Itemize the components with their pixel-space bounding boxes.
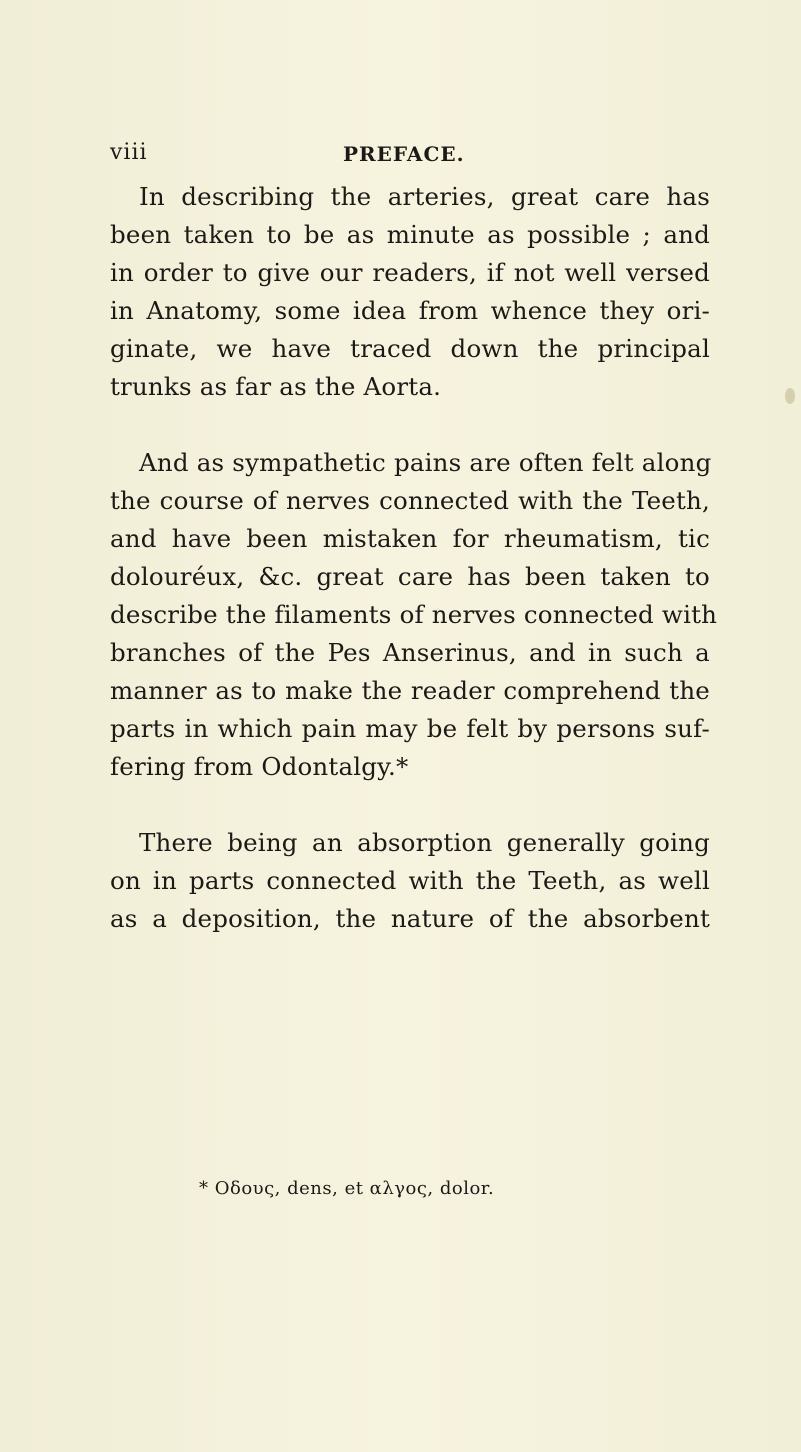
text-line: in Anatomy, some idea from whence they ori- xyxy=(110,296,710,325)
page-number: viii xyxy=(110,140,148,165)
footnote: * Οδους, dens, et αλγος, dolor. xyxy=(199,1178,495,1199)
ink-smudge xyxy=(785,388,795,404)
body-text xyxy=(110,178,718,976)
paragraph-absorption xyxy=(110,824,710,938)
text-line: dolouréux, &c. great care has been taken to xyxy=(110,562,710,591)
page-header xyxy=(110,140,730,174)
text-line: manner as to make the reader comprehend the xyxy=(110,676,710,705)
text-line: fering from Odontalgy.* xyxy=(110,752,409,781)
text-line: as a deposition, the nature of the absorbent xyxy=(110,904,710,933)
text-line: trunks as far as the Aorta. xyxy=(110,372,442,401)
text-line: in order to give our readers, if not well versed xyxy=(110,258,710,287)
text-line: parts in which pain may be felt by persons suf- xyxy=(110,714,710,743)
text-line: There being an absorption generally going xyxy=(139,828,710,857)
text-line: In describing the arteries, great care has xyxy=(139,182,710,211)
paragraph-nerves xyxy=(110,444,718,786)
text-line: on in parts connected with the Teeth, as well xyxy=(110,866,710,895)
text-line: ginate, we have traced down the principal xyxy=(110,334,710,363)
text-line: been taken to be as minute as possible ; and xyxy=(110,220,710,249)
text-line: branches of the Pes Anserinus, and in such a xyxy=(110,638,710,667)
text-line: and have been mistaken for rheumatism, tic xyxy=(110,524,710,553)
text-line: And as sympathetic pains are often felt along xyxy=(139,448,712,477)
running-head: PREFACE. xyxy=(343,142,465,166)
text-line: describe the filaments of nerves connected with xyxy=(110,600,718,629)
paragraph-arteries xyxy=(110,178,710,406)
text-line: the course of nerves connected with the Teeth, xyxy=(110,486,710,515)
